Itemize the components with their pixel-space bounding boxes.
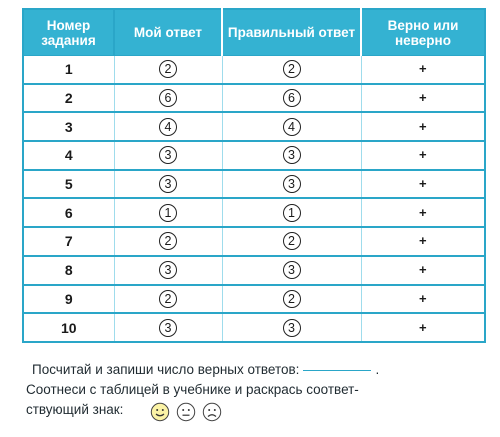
result-mark: +: [418, 290, 427, 306]
my-answer-cell: [114, 285, 222, 314]
correct-answer-circled: 3: [283, 175, 301, 193]
instruction-count-text: Посчитай и запиши число верных ответов:: [32, 362, 300, 377]
table-row: [23, 256, 485, 285]
my-answer-circled: 2: [159, 290, 177, 308]
result-mark: +: [418, 204, 427, 220]
result-cell: [361, 313, 485, 342]
table-row: [23, 285, 485, 314]
result-cell: [361, 112, 485, 141]
table-row: [23, 227, 485, 256]
my-answer-circled: 2: [159, 60, 177, 78]
correct-answer-cell: [222, 170, 361, 199]
my-answer-cell: [114, 313, 222, 342]
my-answer-cell: [114, 141, 222, 170]
instruction-line-3: ствующий знак:: [26, 402, 124, 417]
my-answer-circled: 3: [159, 146, 177, 164]
my-answer-cell: [114, 256, 222, 285]
instruction-line-1: Посчитай и запиши число верных ответов: .: [32, 362, 380, 377]
correct-answer-circled: 2: [283, 290, 301, 308]
correct-answer-circled: 4: [283, 118, 301, 136]
result-cell: [361, 56, 485, 84]
answers-table: [22, 8, 486, 343]
answer-blank-line[interactable]: [303, 370, 371, 371]
result-cell: [361, 84, 485, 113]
correct-answer-circled: 2: [283, 232, 301, 250]
correct-answer-cell: [222, 285, 361, 314]
result-mark: +: [418, 176, 427, 192]
answers-table-container: [22, 8, 484, 343]
table-row: [23, 198, 485, 227]
task-number: 5: [23, 170, 114, 199]
my-answer-circled: 1: [159, 204, 177, 222]
result-mark: +: [418, 319, 427, 335]
correct-answer-circled: 3: [283, 261, 301, 279]
correct-answer-cell: [222, 84, 361, 113]
table-row: [23, 84, 485, 113]
header-my-answer: Мой ответ: [114, 9, 222, 56]
correct-answer-circled: 3: [283, 146, 301, 164]
result-cell: [361, 285, 485, 314]
task-number: 10: [23, 313, 114, 342]
result-cell: [361, 141, 485, 170]
task-number: 2: [23, 84, 114, 113]
my-answer-circled: 3: [159, 261, 177, 279]
my-answer-circled: 2: [159, 232, 177, 250]
task-number: 1: [23, 56, 114, 84]
task-number: 6: [23, 198, 114, 227]
my-answer-circled: 3: [159, 175, 177, 193]
result-mark: +: [418, 147, 427, 163]
my-answer-circled: 3: [159, 319, 177, 337]
correct-answer-circled: 2: [283, 60, 301, 78]
correct-answer-cell: [222, 198, 361, 227]
neutral-face-icon[interactable]: [176, 402, 196, 427]
face-signs: [150, 402, 222, 427]
correct-answer-circled: 1: [283, 204, 301, 222]
result-cell: [361, 170, 485, 199]
table-header-row: [23, 9, 485, 56]
table-row: [23, 313, 485, 342]
task-number: 8: [23, 256, 114, 285]
correct-answer-circled: 6: [283, 89, 301, 107]
result-mark: +: [418, 61, 427, 77]
my-answer-cell: [114, 112, 222, 141]
result-mark: +: [418, 118, 427, 134]
task-number: 9: [23, 285, 114, 314]
result-cell: [361, 198, 485, 227]
table-row: [23, 170, 485, 199]
table-row: [23, 141, 485, 170]
my-answer-cell: [114, 227, 222, 256]
happy-face-icon[interactable]: [150, 402, 170, 427]
task-number: 3: [23, 112, 114, 141]
correct-answer-cell: [222, 313, 361, 342]
header-correct-answer: Правильный ответ: [222, 9, 361, 56]
my-answer-circled: 6: [159, 89, 177, 107]
my-answer-cell: [114, 56, 222, 84]
task-number: 4: [23, 141, 114, 170]
my-answer-circled: 4: [159, 118, 177, 136]
table-body: [23, 56, 485, 342]
my-answer-cell: [114, 84, 222, 113]
instruction-line-2: Соотнеси с таблицей в учебнике и раскрась соответ-: [26, 382, 359, 397]
sad-face-icon[interactable]: [202, 402, 222, 427]
my-answer-cell: [114, 170, 222, 199]
correct-answer-cell: [222, 227, 361, 256]
result-cell: [361, 256, 485, 285]
result-mark: +: [418, 90, 427, 106]
correct-answer-cell: [222, 256, 361, 285]
header-task-number: Номер задания: [23, 9, 114, 56]
header-right-or-wrong: Верно или неверно: [361, 9, 485, 56]
correct-answer-cell: [222, 112, 361, 141]
correct-answer-cell: [222, 56, 361, 84]
task-number: 7: [23, 227, 114, 256]
result-mark: +: [418, 233, 427, 249]
correct-answer-cell: [222, 141, 361, 170]
result-mark: +: [418, 262, 427, 278]
table-row: [23, 56, 485, 84]
my-answer-cell: [114, 198, 222, 227]
result-cell: [361, 227, 485, 256]
table-row: [23, 112, 485, 141]
instructions: [26, 360, 482, 420]
correct-answer-circled: 3: [283, 319, 301, 337]
